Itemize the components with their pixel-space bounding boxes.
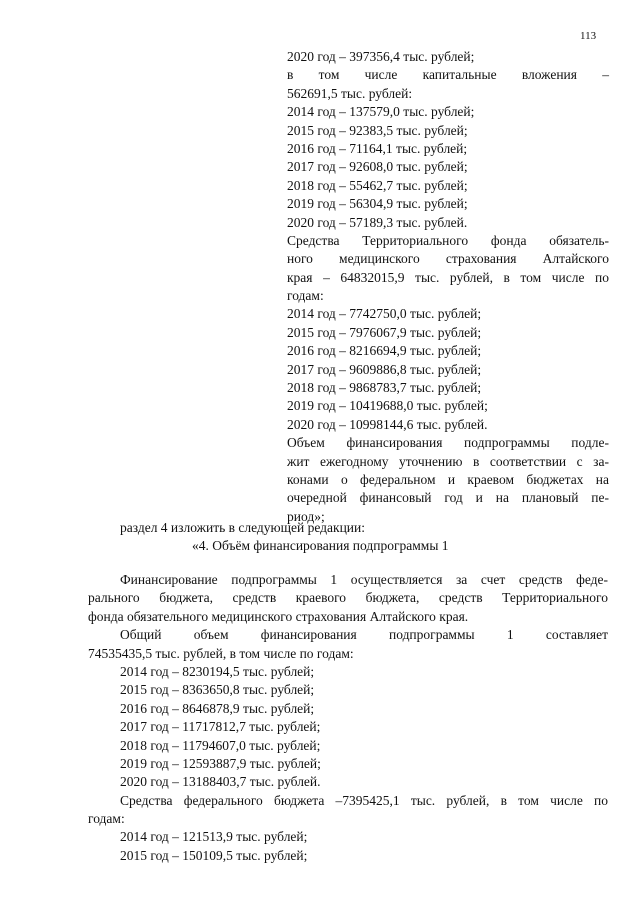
total-volume-line: Общий объем финансирования подпрограммы 1 составляет [120,627,608,643]
fund-year-line: 2018 год – 9868783,7 тыс. рублей; [287,380,482,396]
paragraph-line: Финансирование подпрограммы 1 осуществляется за счет средств феде- [120,572,608,587]
total-year-line: 2015 год – 8363650,8 тыс. рублей; [120,682,315,698]
capital-year-line: 2017 год – 92608,0 тыс. рублей; [287,159,468,175]
total-year-line: 2017 год – 11717812,7 тыс. рублей; [120,719,321,735]
capital-year-line: 2018 год – 55462,7 тыс. рублей; [287,177,468,193]
federal-year-line: 2014 год – 121513,9 тыс. рублей; [120,829,308,845]
fund-text-line: края – 64832015,9 тыс. рублей, в том числе по [287,269,609,285]
capital-investments-line: в том числе капитальные вложения – [287,67,609,83]
capital-year-line: 2016 год – 71164,1 тыс. рублей; [287,140,468,156]
capital-year-line: 2019 год – 56304,9 тыс. рублей; [287,196,468,212]
paragraph-line: рального бюджета, средств краевого бюджета, средств Территориального [88,590,608,606]
section-heading: «4. Объём финансирования подпрограммы 1 [192,538,449,553]
volume-note-line: риод»; [287,508,325,524]
federal-year-line: 2015 год – 150109,5 тыс. рублей; [120,847,308,863]
section-instruction: раздел 4 изложить в следующей редакции: [120,520,366,535]
fund-year-line: 2020 год – 10998144,6 тыс. рублей. [287,416,488,432]
fund-year-line: 2014 год – 7742750,0 тыс. рублей; [287,306,482,322]
federal-budget-line: годам: [88,811,125,827]
volume-note-line: конами о федеральном и краевом бюджетах на [287,471,609,487]
page-number: 113 [580,30,597,42]
capital-investments-total: 562691,5 тыс. рублей: [287,85,413,101]
fed-2020-line: 2020 год – 397356,4 тыс. рублей; [287,49,475,64]
fund-year-line: 2019 год – 10419688,0 тыс. рублей; [287,398,488,414]
section-body [88,571,608,865]
total-year-line: 2018 год – 11794607,0 тыс. рублей; [120,737,321,753]
total-volume-line: 74535435,5 тыс. рублей, в том числе по годам: [88,645,354,661]
capital-year-line: 2015 год – 92383,5 тыс. рублей; [287,122,468,138]
total-year-line: 2016 год – 8646878,9 тыс. рублей; [120,700,315,716]
capital-year-line: 2020 год – 57189,3 тыс. рублей. [287,214,468,230]
fund-text-line: Средства Территориального фонда обязатель- [287,232,609,248]
total-year-line: 2019 год – 12593887,9 тыс. рублей; [120,755,321,771]
volume-note-line: очередной финансовый год и на плановый пе- [287,490,609,506]
total-year-line: 2014 год – 8230194,5 тыс. рублей; [120,663,315,679]
paragraph-line: фонда обязательного медицинского страхования Алтайского края. [88,608,469,624]
volume-note-line: Объем финансирования подпрограммы подле- [287,435,609,451]
total-year-line: 2020 год – 13188403,7 тыс. рублей. [120,774,321,790]
fund-year-line: 2017 год – 9609886,8 тыс. рублей; [287,361,482,377]
federal-budget-line: Средства федерального бюджета –7395425,1 тыс. рублей, в том числе по [120,792,608,808]
fund-text-line: ного медицинского страхования Алтайского [287,251,609,267]
volume-note-line: жит ежегодному уточнению в соответствии с за- [287,453,609,469]
capital-year-line: 2014 год – 137579,0 тыс. рублей; [287,104,475,120]
fund-text-line: годам: [287,288,324,304]
fund-year-line: 2015 год – 7976067,9 тыс. рублей; [287,324,482,340]
fund-year-line: 2016 год – 8216694,9 тыс. рублей; [287,343,482,359]
financing-right-column [287,48,609,526]
